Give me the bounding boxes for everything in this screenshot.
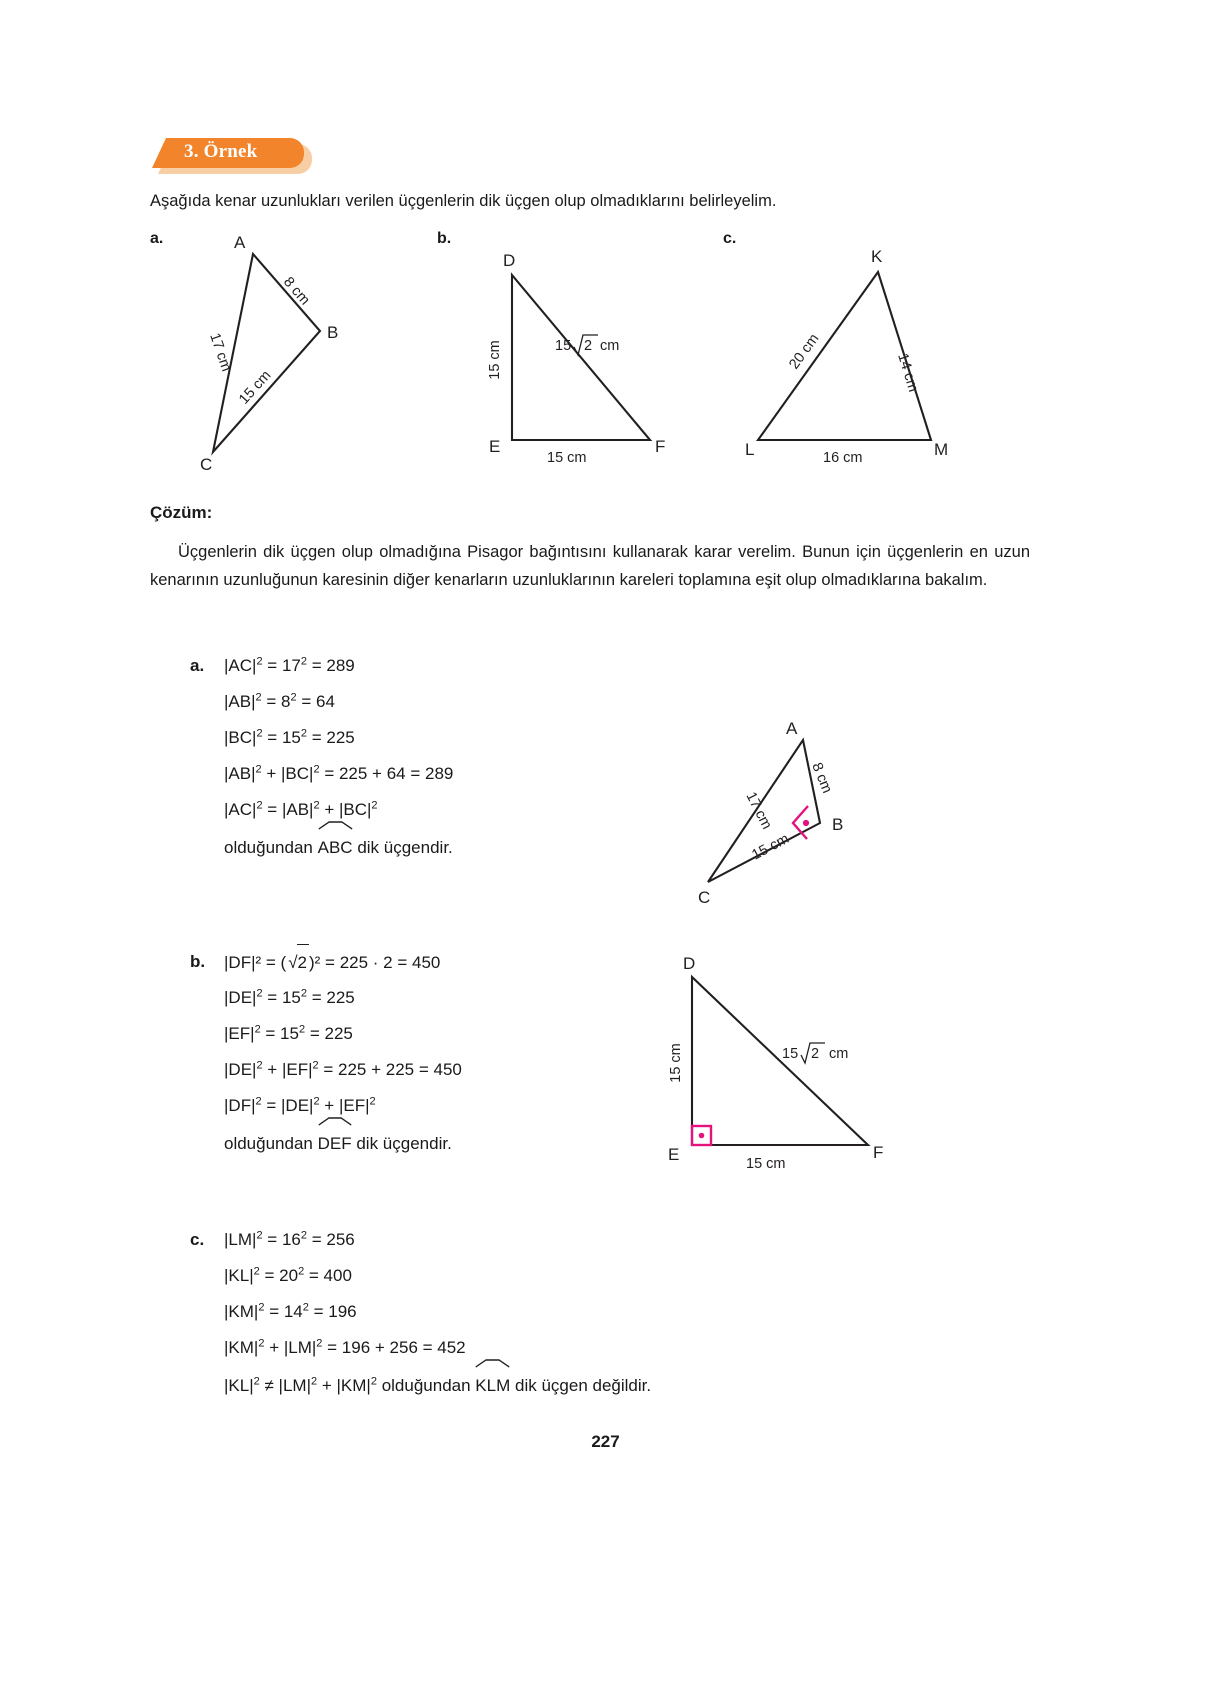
answer-a-angle-letters: ABC — [317, 838, 353, 857]
answer-c-tag: c. — [190, 1230, 205, 1249]
answer-b-tag: b. — [190, 952, 206, 971]
answer-c-eq-4: $|KM|^2 + |LM|^2 = 196 + 256 = 452$ — [224, 1337, 466, 1357]
example-banner — [152, 138, 312, 174]
banner-label: 3. Örnek — [184, 141, 258, 162]
solution-side-label-DF-unit: cm — [829, 1046, 849, 1062]
answer-a-angle-arc — [318, 828, 353, 866]
answer-a-line-1 — [190, 648, 453, 684]
page-number: 227 — [591, 1432, 620, 1451]
side-label-AC: 17 cm — [206, 331, 235, 374]
answer-c-line-4 — [224, 1330, 651, 1366]
vertex-label-F: F — [655, 437, 666, 456]
solution-vertex-label-D: D — [683, 954, 696, 973]
solution-side-label-DE: 15 cm — [668, 1043, 684, 1083]
figure-b-solution-triangle — [650, 955, 940, 1205]
answer-b-line-1 — [190, 944, 462, 980]
solution-vertex-label-F: F — [873, 1143, 884, 1162]
answer-c-eq-3: $|KM|^2 = 14^2 = 196$ — [224, 1301, 357, 1321]
answer-c-angle-arc — [475, 1366, 510, 1404]
answer-a-eq-1: $|AC|^2 = 17^2 = 289$ — [224, 655, 355, 675]
answer-a-line-4 — [224, 756, 453, 792]
right-angle-marker-E — [692, 1126, 711, 1145]
answer-a-conclusion — [224, 828, 453, 864]
answer-b-eq-3: $|EF|^2 = 15^2 = 225$ — [224, 1023, 353, 1043]
side-label-DF-number: 15 — [555, 338, 572, 354]
vertex-label-B: B — [327, 323, 339, 342]
answer-c-final-post: dik üçgen değildir. — [515, 1376, 652, 1395]
side-label-DE: 15 cm — [487, 340, 503, 380]
answer-block-a — [190, 648, 454, 864]
answer-b-conclusion-post: dik üçgendir. — [356, 1134, 452, 1153]
figure-a-triangle — [150, 230, 410, 474]
figure-letter-a: a. — [150, 230, 164, 247]
answer-c-eq-2: $|KL|^2 = 20^2 = 400$ — [224, 1265, 352, 1285]
answer-block-c — [190, 1222, 652, 1402]
answer-a-conclusion-pre: olduğundan — [224, 838, 313, 857]
solution-vertex-label-B: B — [832, 815, 844, 834]
answer-c-final-pre: $|KL|^2 \ne |LM|^2 + |KM|^2$ olduğundan — [224, 1375, 471, 1395]
vertex-label-L: L — [745, 440, 755, 459]
answer-b-line-4 — [224, 1052, 462, 1088]
side-label-LM: 16 cm — [823, 450, 863, 466]
answer-b-angle-letters: DEF — [317, 1134, 352, 1153]
vertex-label-K: K — [871, 247, 883, 266]
side-label-AB: 8 cm — [279, 274, 313, 309]
answer-a-eq-4: $|AB|^2 + |BC|^2 = 225 + 64 = 289$ — [224, 763, 454, 783]
vertex-label-M: M — [934, 440, 949, 459]
vertex-label-D: D — [503, 251, 516, 270]
answer-b-line-2 — [224, 980, 462, 1016]
solution-side-label-AC: 17 cm — [742, 789, 775, 833]
solution-side-label-EF: 15 cm — [746, 1156, 786, 1172]
vertex-label-C: C — [200, 455, 213, 474]
answer-c-eq-1: $|LM|^2 = 16^2 = 256$ — [224, 1229, 355, 1249]
figure-c-triangle — [723, 230, 1003, 470]
solution-side-label-DF-radicand: 2 — [811, 1046, 820, 1062]
figure-a-solution-triangle — [660, 660, 950, 910]
side-label-DF-radicand: 2 — [584, 338, 593, 354]
answer-c-line-1 — [190, 1222, 651, 1258]
answer-c-conclusion — [224, 1366, 651, 1402]
answer-c-line-2 — [224, 1258, 651, 1294]
answer-a-tag: a. — [190, 656, 205, 675]
solution-heading: Çözüm: — [150, 503, 213, 522]
solution-side-label-BC: 15 cm — [749, 830, 792, 864]
answer-block-b — [190, 944, 462, 1160]
solution-side-label-DF-number: 15 — [782, 1046, 799, 1062]
answer-a-eq-5: $|AC|^2 = |AB|^2 + |BC|^2$ — [224, 799, 378, 819]
answer-a-eq-2: $|AB|^2 = 8^2 = 64$ — [224, 691, 335, 711]
answer-a-conclusion-post: dik üçgendir. — [357, 838, 453, 857]
side-label-EF: 15 cm — [547, 450, 587, 466]
figure-letter-c: c. — [723, 230, 737, 247]
answer-a-eq-3: $|BC|^2 = 15^2 = 225$ — [224, 727, 355, 747]
answer-c-line-3 — [224, 1294, 651, 1330]
answer-b-line-3 — [224, 1016, 462, 1052]
answer-b-conclusion-pre: olduğundan — [224, 1134, 313, 1153]
solution-side-label-AB: 8 cm — [808, 760, 835, 796]
answer-a-line-3 — [224, 720, 453, 756]
answer-a-line-2 — [224, 684, 453, 720]
solution-vertex-label-A: A — [786, 719, 798, 738]
solution-paragraph: Üçgenlerin dik üçgen olup olmadığına Pisagor bağıntısını kullanarak karar verelim. Bunun için üçgenlerin en uzun kenarının uzunluğunun karesinin diğer kenarların uzunluklarının kareleri toplamına eşit olup olmadıklarına bakalım. — [150, 543, 1030, 590]
answer-c-angle-letters: KLM — [475, 1376, 511, 1395]
answer-b-angle-arc — [318, 1124, 352, 1162]
side-label-DF-unit: cm — [600, 338, 620, 354]
figure-b-triangle — [437, 230, 717, 470]
side-label-KM: 14 cm — [894, 351, 922, 394]
radical-expression: √2 — [286, 944, 309, 981]
side-label-BC: 15 cm — [236, 367, 275, 408]
side-label-DF — [555, 335, 619, 355]
vertex-label-A: A — [234, 233, 246, 252]
answer-b-eq-5: $|DF|^2 = |DE|^2 + |EF|^2$ — [224, 1095, 376, 1115]
answer-b-eq-4: $|DE|^2 + |EF|^2 = 225 + 225 = 450$ — [224, 1059, 462, 1079]
figure-letter-b: b. — [437, 230, 452, 247]
solution-vertex-label-E: E — [668, 1145, 680, 1164]
answer-b-conclusion — [224, 1124, 462, 1160]
answer-b-eq-1: |DF|² = ( √2 )² = 225 · 2 = 450 — [224, 953, 440, 972]
side-label-KL: 20 cm — [786, 330, 823, 373]
solution-vertex-label-C: C — [698, 888, 711, 907]
vertex-label-E: E — [489, 437, 501, 456]
intro-text: Aşağıda kenar uzunlukları verilen üçgenlerin dik üçgen olup olmadıklarını belirleyelim. — [150, 192, 777, 210]
solution-side-label-DF — [782, 1043, 848, 1063]
answer-b-eq-2: $|DE|^2 = 15^2 = 225$ — [224, 987, 355, 1007]
